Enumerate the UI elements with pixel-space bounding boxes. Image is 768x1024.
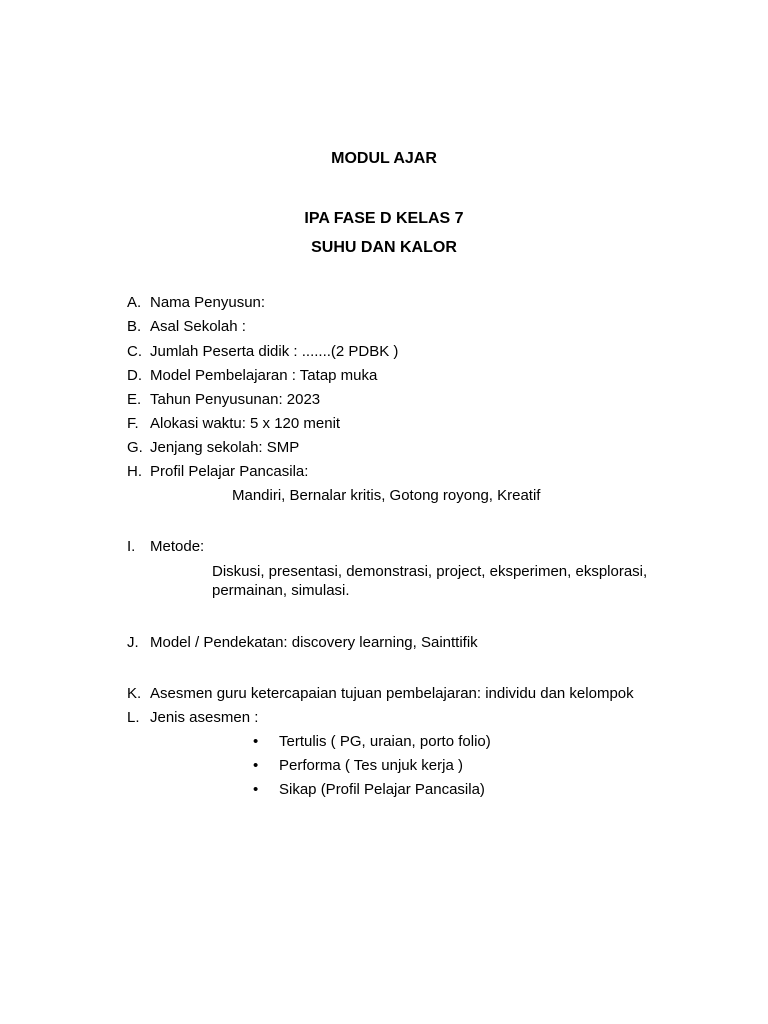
item-letter: D.: [127, 367, 142, 384]
item-letter: B.: [127, 318, 142, 335]
item-letter: H.: [127, 463, 142, 480]
document-subtitle-subject: IPA FASE D KELAS 7: [304, 210, 464, 227]
bullet-item-sikap: [253, 780, 485, 800]
document-subtitle-topic: SUHU DAN KALOR: [311, 239, 457, 256]
metode-detail-line-2: permainan, simulasi.: [212, 582, 350, 599]
item-letter: L.: [127, 709, 140, 726]
item-text: Jumlah Peserta didik : .......(2 PDBK ): [150, 343, 399, 360]
item-text: Profil Pelajar Pancasila:: [150, 463, 309, 480]
bullet-text: Tertulis ( PG, uraian, porto folio): [279, 733, 491, 750]
item-text: Jenjang sekolah: SMP: [150, 439, 300, 456]
item-letter: E.: [127, 391, 142, 408]
bullet-icon: •: [253, 757, 259, 774]
item-text: Model Pembelajaran : Tatap muka: [150, 367, 378, 384]
item-letter: C.: [127, 343, 142, 360]
bullet-text: Sikap (Profil Pelajar Pancasila): [279, 781, 485, 798]
item-jumlah-peserta: [127, 342, 398, 362]
item-letter: J.: [127, 634, 139, 651]
item-alokasi-waktu: [127, 414, 340, 434]
item-text: Asesmen guru ketercapaian tujuan pembelajaran: individu dan kelompok: [150, 685, 634, 702]
document-title: MODUL AJAR: [331, 150, 437, 167]
item-text: Model / Pendekatan: discovery learning, Sainttifik: [150, 634, 478, 651]
bullet-item-performa: [253, 756, 463, 776]
item-jenis-asesmen: [127, 708, 258, 728]
bullet-text: Performa ( Tes unjuk kerja ): [279, 757, 463, 774]
item-letter: G.: [127, 439, 143, 456]
item-text: Metode:: [150, 538, 205, 555]
item-letter: F.: [127, 415, 139, 432]
item-profil-pelajar: [127, 462, 308, 482]
item-letter: I.: [127, 538, 136, 555]
bullet-item-tertulis: [253, 732, 491, 752]
item-tahun-penyusunan: [127, 390, 320, 410]
item-jenjang-sekolah: [127, 438, 299, 458]
bullet-icon: •: [253, 781, 259, 798]
metode-detail-line-1: Diskusi, presentasi, demonstrasi, project, eksperimen, eksplorasi,: [212, 563, 648, 580]
item-model-pendekatan: [127, 633, 478, 653]
item-text: Asal Sekolah :: [150, 318, 246, 335]
item-text: Jenis asesmen :: [150, 709, 259, 726]
profil-detail: Mandiri, Bernalar kritis, Gotong royong, Kreatif: [232, 487, 541, 504]
item-text: Tahun Penyusunan: 2023: [150, 391, 321, 408]
item-asal-sekolah: [127, 317, 246, 337]
item-nama-penyusun: [127, 293, 265, 313]
item-text: Alokasi waktu: 5 x 120 menit: [150, 415, 341, 432]
item-model-pembelajaran: [127, 366, 377, 386]
item-letter: A.: [127, 294, 142, 311]
item-metode: [127, 537, 204, 557]
item-letter: K.: [127, 685, 142, 702]
item-asesmen-guru: [127, 684, 634, 704]
item-text: Nama Penyusun:: [150, 294, 266, 311]
bullet-icon: •: [253, 733, 259, 750]
